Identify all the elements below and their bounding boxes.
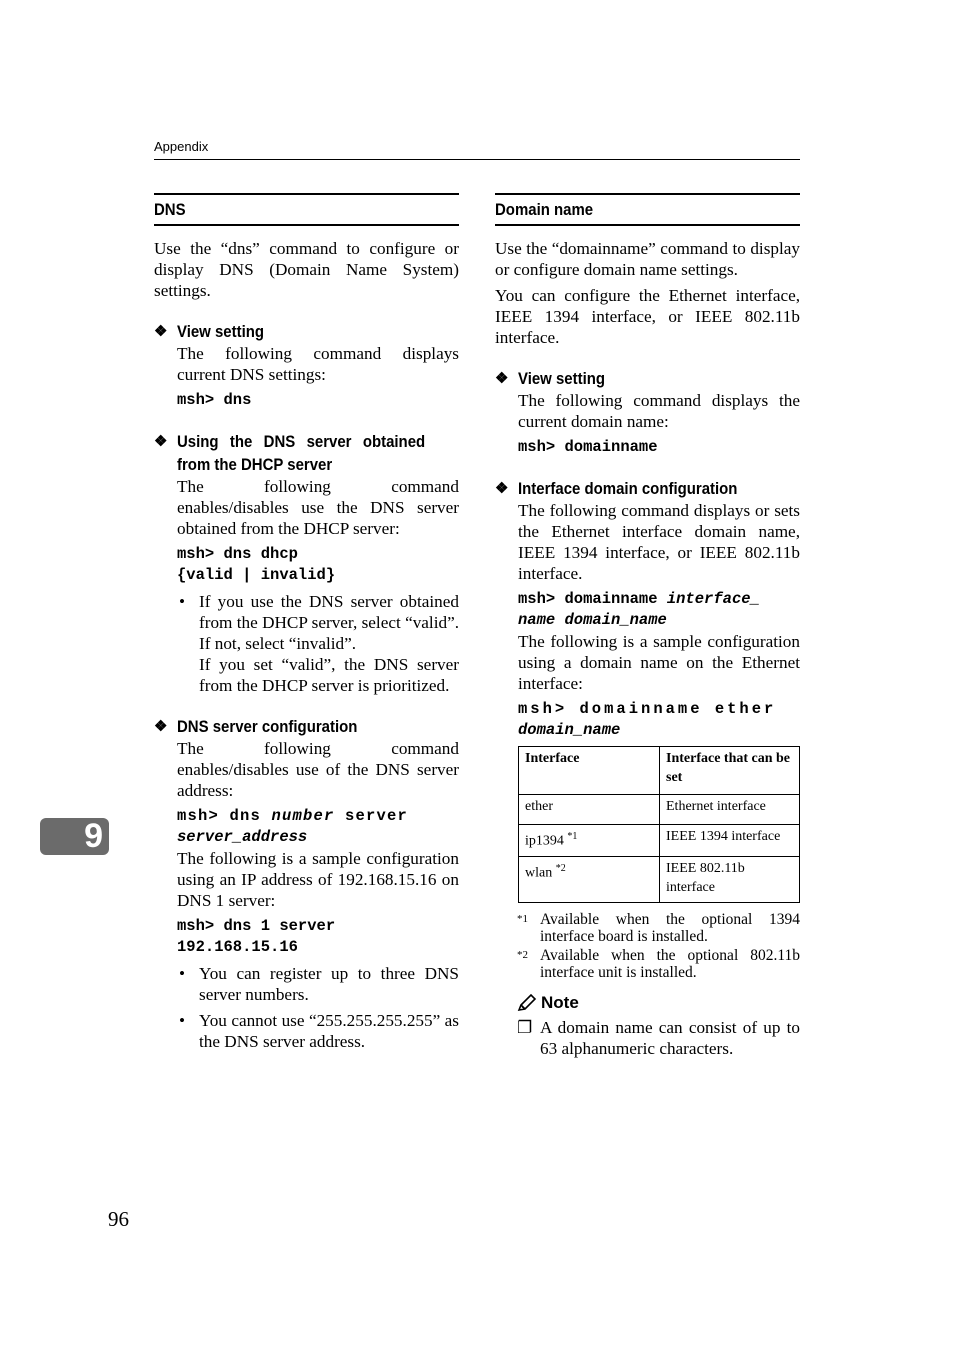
checkbox-icon: ❐ xyxy=(517,1017,533,1037)
pencil-icon xyxy=(517,994,537,1012)
diamond-bullet-icon: ❖ xyxy=(495,480,509,497)
left-column xyxy=(154,193,459,1052)
list-item: • You cannot use “255.255.255.255” as the DNS server address. xyxy=(177,1010,459,1052)
subheading-dns-server-config: ❖ DNS server configuration xyxy=(154,717,358,736)
domain-intro-2: You can configure the Ethernet interface, IEEE 1394 interface, or IEEE 802.11b interface. xyxy=(495,286,800,347)
right-column xyxy=(495,193,800,1059)
table-cell: wlan $^{*2}$ xyxy=(519,856,660,902)
table-header: Interface xyxy=(519,747,660,795)
command-line: msh> dns number server xyxy=(177,807,409,825)
subheading-view-setting: ❖ View setting xyxy=(495,369,606,388)
section-title-domain-name: Domain name xyxy=(495,193,800,226)
table-cell: ip1394 $^{*1}$ xyxy=(519,825,660,857)
list-item: • If you use the DNS server obtained from the DHCP server, select “valid”. If not, select “invalid”. If you set “valid”, the DNS server from the DHCP server is prioritized. xyxy=(177,591,459,696)
note-item: ❐ A domain name can consist of up to 63 alphanumeric characters. xyxy=(517,1017,800,1058)
command-line: msh> dns dhcp xyxy=(177,545,298,563)
note-heading: Note xyxy=(517,993,800,1013)
command-line: 192.168.15.16 xyxy=(177,938,298,956)
domain-intro: Use the “domainname” command to display or configure domain name settings. xyxy=(495,239,800,279)
view-setting-text: The following command displays the current domain name: xyxy=(518,391,800,431)
table-header: Interface that can be set xyxy=(660,747,800,795)
command-line: msh> domainname ether xyxy=(518,700,777,718)
table-row xyxy=(519,825,800,857)
command-line: server_address xyxy=(177,828,308,846)
subheading-interface-domain: ❖ Interface domain configuration xyxy=(495,479,738,498)
diamond-bullet-icon: ❖ xyxy=(154,718,168,735)
sample-text: The following is a sample configuration using an IP address of 192.168.15.16 on DNS 1 server: xyxy=(177,849,459,910)
sample-text: The following is a sample configuration using a domain name on the Ethernet interface: xyxy=(518,632,800,693)
server-config-text: The following command enables/disables use of the DNS server address: xyxy=(177,739,459,800)
table-row xyxy=(519,856,800,902)
footnote: *1 Available when the optional 1394 interface board is installed. xyxy=(517,910,800,945)
dns-intro: Use the “dns” command to configure or display DNS (Domain Name System) settings. xyxy=(154,239,459,300)
table-cell: ether xyxy=(519,795,660,825)
command-line: msh> domainname interface_ xyxy=(518,590,760,608)
footnote: *2 Available when the optional 802.11b interface unit is installed. xyxy=(517,946,800,981)
diamond-bullet-icon: ❖ xyxy=(154,323,168,340)
diamond-bullet-icon: ❖ xyxy=(154,433,168,450)
table-cell: Ethernet interface xyxy=(660,795,800,825)
list-item: • You can register up to three DNS server numbers. xyxy=(177,963,459,1005)
header-rule xyxy=(154,159,800,160)
dhcp-bullets xyxy=(177,591,459,696)
command-line: msh> dns xyxy=(177,391,252,409)
table-cell: IEEE 1394 interface xyxy=(660,825,800,857)
command-line: {valid | invalid} xyxy=(177,566,336,584)
view-setting-text: The following command displays current DNS settings: xyxy=(177,344,459,384)
section-title-dns: DNS xyxy=(154,193,459,226)
subheading-view-setting: ❖ View setting xyxy=(154,322,265,341)
command-line: domain_name xyxy=(518,721,621,739)
chapter-tab: 9 xyxy=(40,818,109,855)
interface-table xyxy=(518,746,800,903)
table-header-row xyxy=(519,747,800,795)
table-row xyxy=(519,795,800,825)
diamond-bullet-icon: ❖ xyxy=(495,370,509,387)
interface-domain-text: The following command displays or sets the Ethernet interface domain name, IEEE 1394 interface, or IEEE 802.11b interface. xyxy=(518,501,800,583)
running-head: Appendix xyxy=(154,139,209,154)
command-line: msh> domainname xyxy=(518,438,658,456)
table-cell: IEEE 802.11b interface xyxy=(660,856,800,902)
subheading-dhcp-dns: ❖ Using the DNS server obtained from the DHCP server xyxy=(154,432,426,474)
command-line: name domain_name xyxy=(518,611,667,629)
page-number: 96 xyxy=(108,1207,129,1231)
dhcp-text: The following command enables/disables use the DNS server obtained from the DHCP server: xyxy=(177,477,459,538)
server-bullets xyxy=(177,963,459,1052)
command-line: msh> dns 1 server xyxy=(177,917,336,935)
